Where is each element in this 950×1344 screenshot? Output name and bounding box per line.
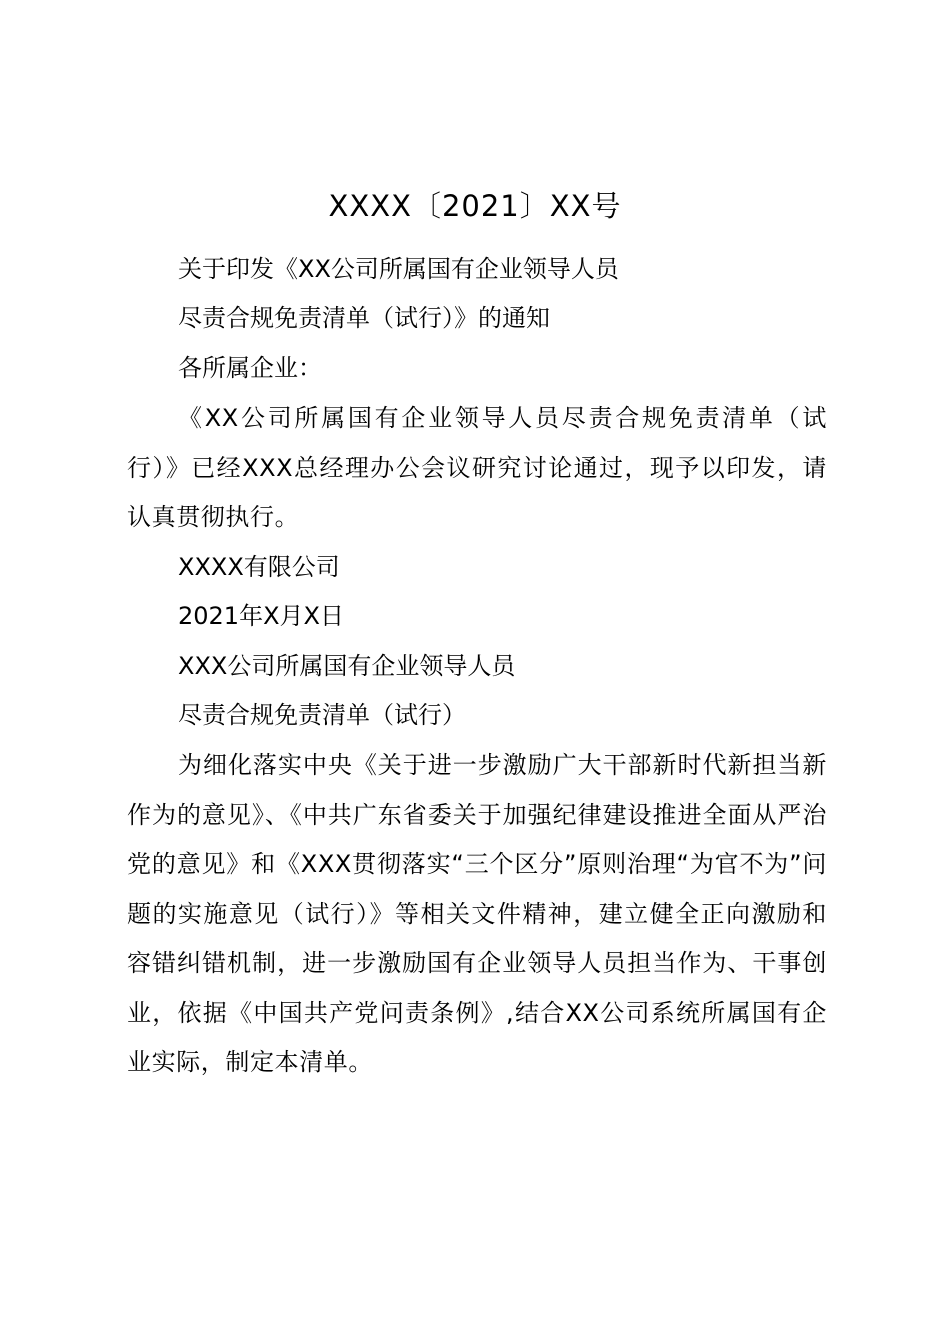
salutation: 各所属企业： [178, 354, 322, 382]
list-title-line-2: 尽责合规免责清单（试行） [178, 701, 466, 729]
list-intro-paragraph: 为细化落实中央《关于进一步激励广大干部新时代新担当新作为的意见》、《中共广东省委关于加强纪律建设推进全面从严治党的意见》和《XXX贯彻落实“三个区分”原则治理“为官不为”问题的实施意见（试行）》等相关文件精神，建立健全正向激励和容错纠错机制，进一步激励国有企业领导人员担当作为、干事创业，依据《中国共产党问责条例》,结合XX公司系统所属国有企业实际，制定本清单。 [127, 751, 827, 1076]
document-number: XXXX〔2021〕XX号 [328, 189, 622, 223]
list-title-line-1: XXX公司所属国有企业领导人员 [178, 652, 516, 680]
notice-body-paragraph: 《XX公司所属国有企业领导人员尽责合规免责清单（试行）》已经XXX总经理办公会议研究讨论通过，现予以印发，请认真贯彻执行。 [127, 404, 827, 531]
notice-title-line-2: 尽责合规免责清单（试行）》的通知 [178, 304, 550, 332]
issue-date: 2021年X月X日 [178, 602, 344, 630]
issuer-name: XXXX有限公司 [178, 553, 340, 581]
notice-title-line-1: 关于印发《XX公司所属国有企业领导人员 [178, 255, 619, 283]
